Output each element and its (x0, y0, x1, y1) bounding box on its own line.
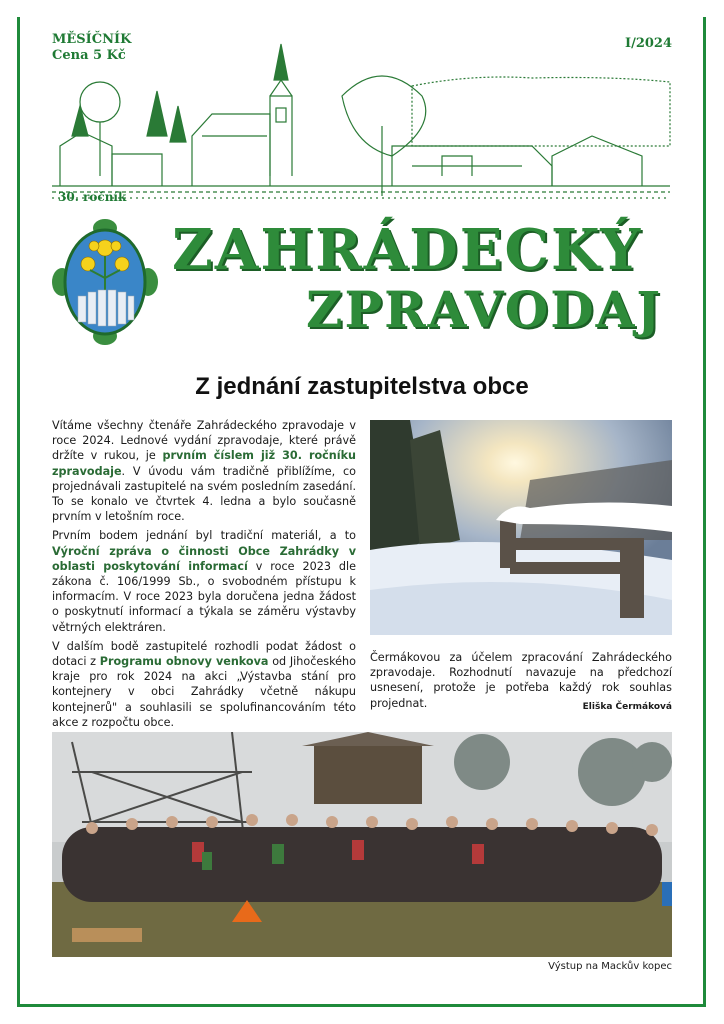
village-illustration (52, 36, 672, 216)
article-author: Eliška Čermáková (582, 702, 672, 712)
coat-of-arms-icon (52, 218, 158, 346)
article-body (52, 418, 356, 768)
masthead-title-line1: ZAHRÁDECKÝ (172, 217, 643, 283)
paragraph-1: Vítáme všechny čtenáře Zahrádeckého zpravodaje v roce 2024. Lednové vydání zpravodaje, které právě držíte v rukou, je prvním číslem již 30. ročníku zpravodaje. V úvodu vám tradičně přiblížíme, co projednávali zastupitelé na svém posledním zasedání. To se konalo ve čtvrtek 4. ledna a bylo současně prvním v letošním roce. (52, 419, 356, 524)
article-headline: Z jednání zastupitelstva obce (195, 373, 529, 400)
winter-landscape-photo (370, 420, 672, 635)
paragraph-2: Prvním bodem jednání byl tradiční materiál, a to Výroční zpráva o činnosti Obce Zahrádky v oblasti poskytování informací v roce 2023 dle zákona č. 106/1999 Sb., o svobodném přístupu k informacím. V roce 2023 byla doručena jedna žádost o poskytnutí informací a týkala se záměru výstavby větrných elektráren. (52, 529, 356, 634)
group-photo (52, 732, 672, 957)
price: Cena 5 Kč (52, 48, 126, 63)
volume-label: 30. ročník (58, 190, 127, 204)
group-photo-caption: Výstup na Mackův kopec (548, 961, 672, 972)
masthead-title-line2: ZPRAVODAJ (306, 280, 663, 339)
article-continuation: Čermákovou za účelem zpracování Zahrádeckého zpravodaje. Rozhodnutí navazuje na předchozí usnesení, protože je potřeba každý rok souhlas projednat. (370, 651, 672, 710)
periodicity: MĚSÍČNÍK (52, 32, 132, 47)
paragraph-3: V dalším bodě zastupitelé rozhodli podat žádost o dotaci z Programu obnovy venkova od Jihočeského kraje pro rok 2024 na akci „Výstavba stání pro kontejnery v obci Zahrádky včetně nákupu kontejnerů" a souhlasili se spolufinancováním této akce z rozpočtu obce. (52, 639, 356, 729)
issue-number: I/2024 (624, 36, 672, 51)
